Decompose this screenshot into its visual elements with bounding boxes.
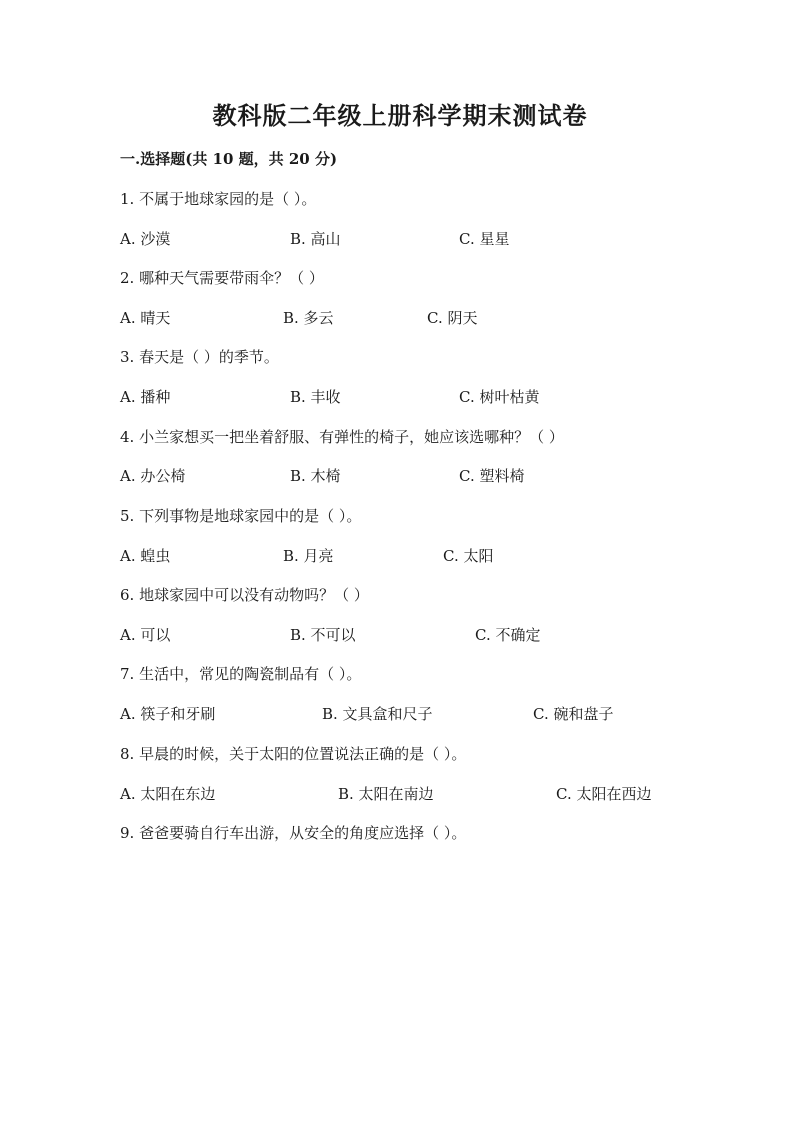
option-a: A. 蝗虫 bbox=[120, 547, 171, 565]
question-text: 1. 不属于地球家园的是（ ）。 bbox=[120, 190, 317, 208]
option-a: A. 可以 bbox=[120, 626, 171, 644]
option-c: C. 塑料椅 bbox=[459, 467, 525, 485]
option-c: C. 太阳 bbox=[443, 547, 494, 565]
option-a: A. 播种 bbox=[120, 388, 171, 406]
question-text: 6. 地球家园中可以没有动物吗？（ ） bbox=[120, 586, 369, 604]
question-text: 5. 下列事物是地球家园中的是（ ）。 bbox=[120, 507, 362, 525]
option-b: B. 太阳在南边 bbox=[338, 785, 434, 803]
section-heading: 一.选择题(共 10 题，共 20 分) bbox=[120, 150, 338, 168]
question-text: 7. 生活中，常见的陶瓷制品有（ ）。 bbox=[120, 665, 362, 683]
option-c: C. 太阳在西边 bbox=[556, 785, 652, 803]
option-a: A. 太阳在东边 bbox=[120, 785, 216, 803]
option-a: A. 办公椅 bbox=[120, 467, 186, 485]
option-a: A. 筷子和牙刷 bbox=[120, 705, 216, 723]
option-b: B. 月亮 bbox=[283, 547, 334, 565]
page-title: 教科版二年级上册科学期末测试卷 bbox=[212, 101, 588, 130]
option-c: C. 碗和盘子 bbox=[533, 705, 614, 723]
option-c: C. 树叶枯黄 bbox=[459, 388, 540, 406]
option-b: B. 不可以 bbox=[290, 626, 356, 644]
option-b: B. 高山 bbox=[290, 230, 341, 248]
question-text: 3. 春天是（ ）的季节。 bbox=[120, 348, 279, 366]
question-text: 8. 早晨的时候，关于太阳的位置说法正确的是（ ）。 bbox=[120, 745, 467, 763]
option-c: C. 不确定 bbox=[475, 626, 541, 644]
option-b: B. 文具盒和尺子 bbox=[322, 705, 433, 723]
option-b: B. 木椅 bbox=[290, 467, 341, 485]
question-text: 9. 爸爸要骑自行车出游，从安全的角度应选择（ ）。 bbox=[120, 824, 467, 842]
question-text: 4. 小兰家想买一把坐着舒服、有弹性的椅子，她应该选哪种？（ ） bbox=[120, 428, 564, 446]
option-a: A. 沙漠 bbox=[120, 230, 171, 248]
option-b: B. 多云 bbox=[283, 309, 334, 327]
question-text: 2. 哪种天气需要带雨伞？（ ） bbox=[120, 269, 324, 287]
option-c: C. 星星 bbox=[459, 230, 510, 248]
option-b: B. 丰收 bbox=[290, 388, 341, 406]
option-a: A. 晴天 bbox=[120, 309, 171, 327]
option-c: C. 阴天 bbox=[427, 309, 478, 327]
